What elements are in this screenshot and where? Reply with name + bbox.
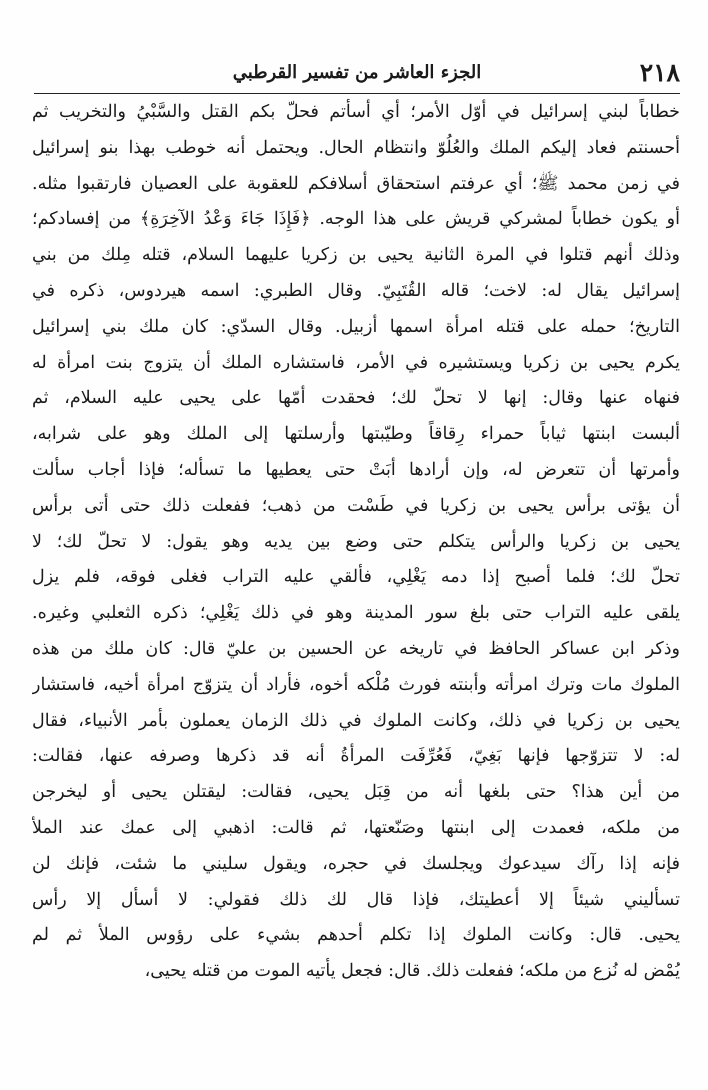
text-line: أن يؤتى برأس يحيى بن زكريا في طَسْت من ذهب؛ ففعلت ذلك حتى أتى برأس — [32, 495, 680, 516]
page-header — [34, 56, 680, 92]
page-number: ٢١٨ — [639, 58, 680, 87]
text-line: من ملكه، فعمدت إلى ابنتها وصَنّعتها، ثم قالت: اذهبي إلى عمك عند الملأ — [32, 817, 680, 838]
text-line: الملوك مات وترك امرأته وأبنته فورث مُلْكه أخوه، فأراد أن يتزوّج امرأة أخيه، فاستشار — [32, 674, 680, 695]
text-line: خطاباً لبني إسرائيل في أوّل الأمر؛ أي أسأتم فحلّ بكم القتل والسَّبْيُ والتخريب ثم — [32, 102, 680, 122]
text-line: يحيى بن زكريا والرأس يتكلم حتى وضع بين يديه وهو يقول: لا تحلّ لك؛ لا — [32, 531, 680, 552]
text-line: وذلك أنهم قتلوا في المرة الثانية يحيى بن زكريا عليهما السلام، قتله مِلك من بني — [32, 245, 680, 266]
text-line: يُمْض له نُزع من ملكه؛ ففعلت ذلك. قال: فجعل يأتيه الموت من قتله يحيى، — [144, 961, 680, 982]
text-line: يكرم يحيى بن زكريا ويستشيره في الأمر، فاستشاره الملك أن يتزوج بنت امرأة له — [32, 352, 680, 373]
text-line: فنهاه عنها وقال: إنها لا تحلّ لك؛ فحقدت أمّها على يحيى عليه السلام، ثم — [32, 388, 680, 409]
text-line: من أين هذا؟ حتى بلغها أنه من قِبَل يحيى، فقالت: ليقتلن يحيى أو ليخرجن — [32, 782, 680, 803]
text-line: تحلّ لك؛ فلما أصبح إذا دمه يَغْلِي، فألقي عليه التراب فغلى فوقه، فلم يزل — [32, 567, 680, 588]
text-line: وأمرتها أن تتعرض له، وإن أرادها أبَتْ حتى يعطيها ما تسأله؛ فإذا أجاب سألت — [32, 459, 680, 480]
text-line: أو يكون خطاباً لمشركي قريش على هذا الوجه. ﴿فَإِذَا جَاءَ وَعْدُ الآخِرَةِ﴾ من إفسادكم؛ — [32, 209, 680, 230]
text-line: أحسنتم فعاد إليكم الملك والعُلُوّ وانتظام الحال. ويحتمل أنه خوطب بهذا بنو إسرائيل — [32, 137, 680, 158]
text-line: يلقى عليه التراب حتى بلغ سور المدينة وهو في ذلك يَغْلِي؛ ذكره الثعلبي وغيره. — [32, 603, 680, 624]
text-line: التاريخ؛ حمله على قتله امرأة اسمها أزبيل. وقال السدّي: كان ملك بني إسرائيل — [32, 316, 680, 337]
text-line: إسرائيل يقال له: لاخت؛ قاله القُتَبِيّ. وقال الطبري: اسمه هيردوس، ذكره في — [32, 280, 680, 301]
running-title: الجزء العاشر من تفسير القرطبي — [232, 62, 482, 83]
body-text — [32, 95, 680, 990]
text-line: له: لا تتزوّجها فإنها بَغِيّ، فَعُرِّفَت المرأةُ أنه قد ذكرها وصرفه عنها، فقالت: — [32, 746, 680, 767]
text-line: تسأليني شيئاً إلا أعطيتك، فإذا قال لك ذلك فقولي: لا أسأل إلا رأس — [32, 889, 680, 910]
text-line: في زمن محمد ﷺ؛ أي عرفتم استحقاق أسلافكم للعقوبة على العصيان فارتقبوا مثله. — [32, 173, 680, 194]
text-line: وذكر ابن عساكر الحافظ في تاريخه عن الحسين بن عليّ قال: كان ملك من هذه — [32, 638, 680, 659]
header-rule — [34, 93, 680, 94]
text-line: يحيى بن زكريا في ذلك، وكانت الملوك في ذلك الزمان يعملون بأمر الأنبياء، فقال — [32, 710, 680, 731]
text-line: فإنه إذا رآك سيدعوك ويجلسك في حجره، ويقول سليني ما شئت، فإنك لن — [32, 853, 680, 874]
text-line: يحيى. قال: وكانت الملوك إذا تكلم أحدهم بشيء على رؤوس الملأ ثم لم — [32, 925, 680, 946]
text-line: ألبست ابنتها ثياباً حمراء رِقاقاً وطيّبتها وأرسلتها إلى الملك وهو على شرابه، — [32, 424, 680, 445]
